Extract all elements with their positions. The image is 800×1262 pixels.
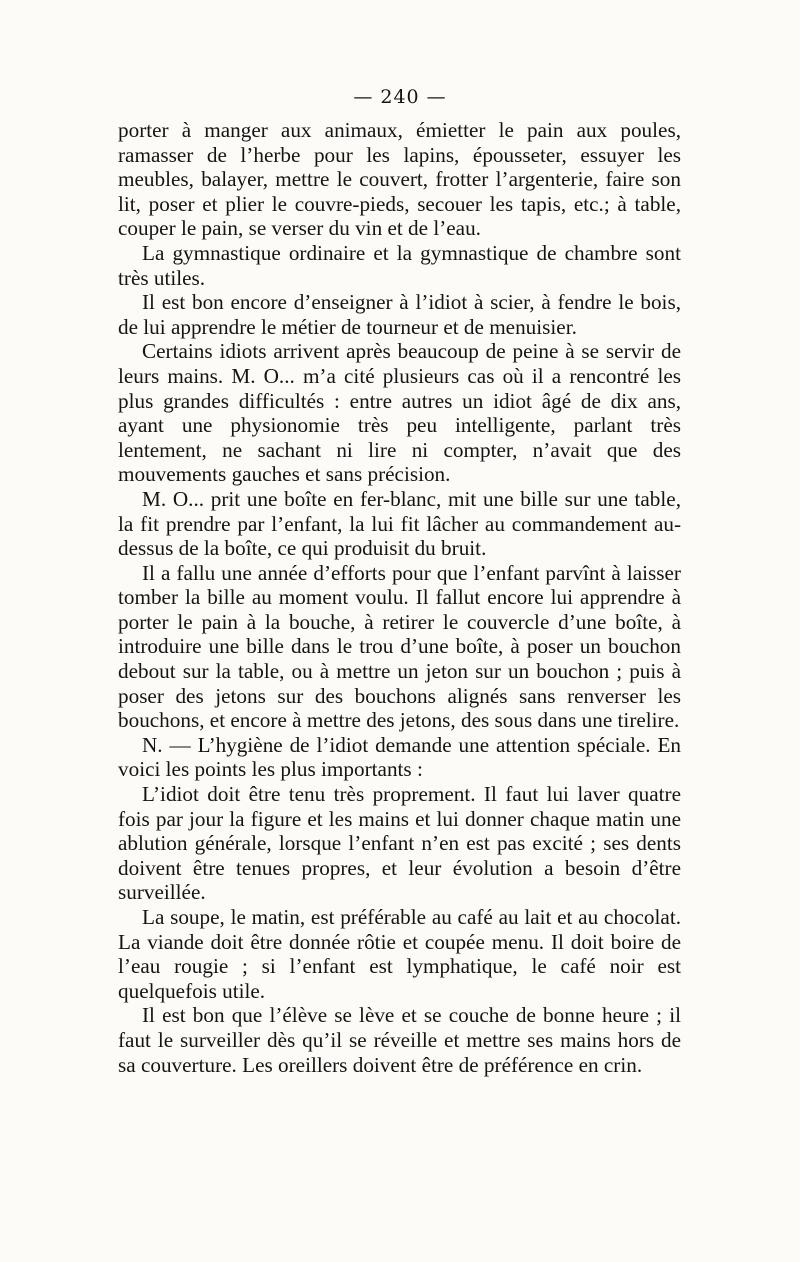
paragraph-diet: La soupe, le matin, est préférable au café au lait et au chocolat. La viande doit être donnée rôtie et coupée menu. Il doit boire de l’eau rougie ; si l’enfant est lymphatique, le café noir est quelquefois utile.: [118, 905, 681, 1003]
body-text: [118, 118, 681, 1077]
paragraph-gymnastics: La gymnastique ordinaire et la gymnastique de chambre sont très utiles.: [118, 240, 681, 290]
paragraph-hand-use: Certains idiots arrivent après beaucoup de peine à se servir de leurs mains. M. O... m’a cité plusieurs cas où il a rencontré les plus grandes difficultés : entre autres un idiot âgé de dix ans, ayant une physionomie très peu intelligente, parlant très lentement, ne sachant ni lire ni compter, n’avait que des mouvements gauches et sans précision.: [118, 339, 681, 487]
paragraph-cleanliness: L’idiot doit être tenu très proprement. Il faut lui laver quatre fois par jour la figure et les mains et lui donner chaque matin une ablution générale, lorsque l’enfant n’en est pas excité ; ses dents doivent être tenues propres, et leur évolution a besoin d’être surveillée.: [118, 782, 681, 905]
page-number: — 240 —: [353, 86, 447, 108]
paragraph-continuation: porter à manger aux animaux, émietter le pain aux poules, ramasser de l’herbe pour les lapins, épousseter, essuyer les meubles, balayer, mettre le couvert, frotter l’argenterie, faire son lit, poser et plier le couvre-pieds, secouer les tapis, etc.; à table, couper le pain, se verser du vin et de l’eau.: [118, 118, 681, 241]
paragraph-woodwork: Il est bon encore d’enseigner à l’idiot à scier, à fendre le bois, de lui apprendre le métier de tourneur et de menuisier.: [118, 290, 681, 339]
paragraph-tin-box: M. O... prit une boîte en fer-blanc, mit une bille sur une table, la fit prendre par l’enfant, la lui fit lâcher au commandement au-dessus de la boîte, ce qui produisit du bruit.: [118, 486, 681, 561]
paragraph-sleep: Il est bon que l’élève se lève et se couche de bonne heure ; il faut le surveiller dès qu’il se réveille et mettre ses mains hors de sa couverture. Les oreillers doivent être de préférence en crin.: [118, 1003, 681, 1077]
paragraph-year-of-effort: Il a fallu une année d’efforts pour que l’enfant parvînt à laisser tomber la bille au moment voulu. Il fallut encore lui apprendre à porter le pain à la bouche, à retirer le couvercle d’une boîte, à introduire une bille dans le trou d’une boîte, à poser un bouchon debout sur la table, ou à mettre un jeton sur un bouchon ; puis à poser des jetons sur des bouchons alignés sans renverser les bouchons, et encore à mettre des jetons, des sous dans une tirelire.: [118, 560, 681, 733]
paragraph-hygiene-heading: N. — L’hygiène de l’idiot demande une attention spéciale. En voici les points les plus importants :: [118, 732, 681, 782]
